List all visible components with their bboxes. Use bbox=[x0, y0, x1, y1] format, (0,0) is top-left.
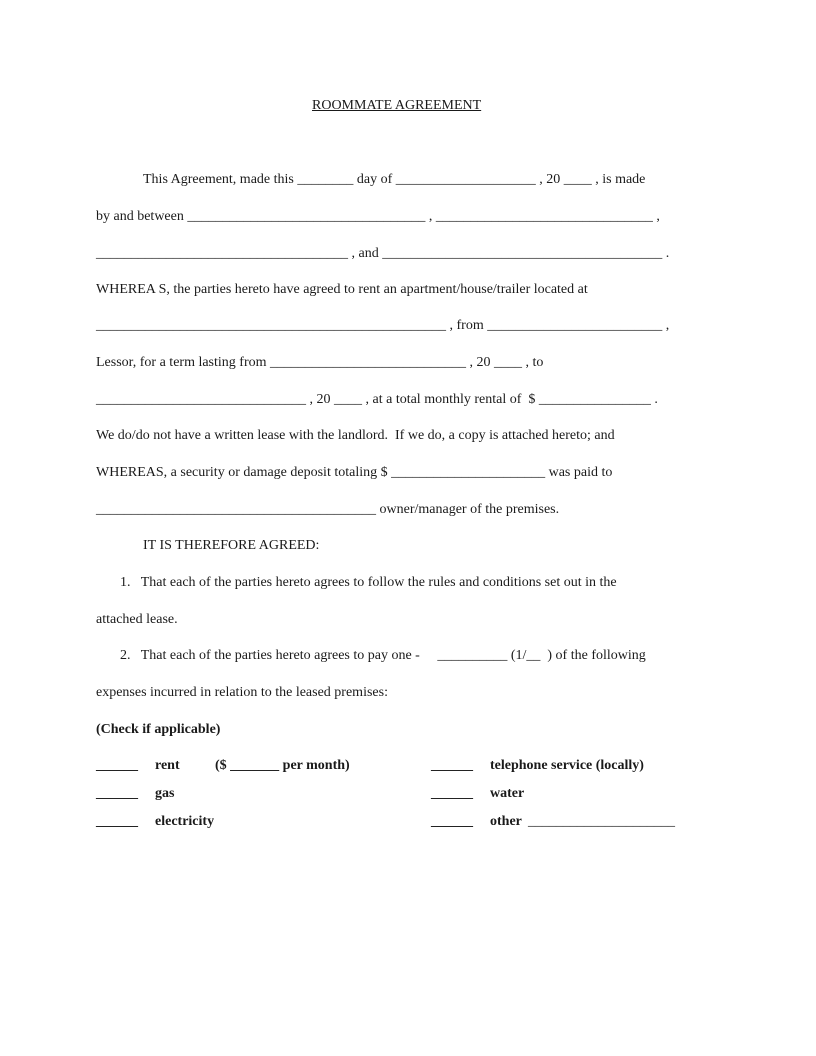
telephone-check-blank[interactable]: ______ bbox=[431, 758, 473, 773]
electricity-check-blank[interactable]: ______ bbox=[96, 814, 138, 829]
telephone-label: telephone service (locally) bbox=[490, 758, 644, 773]
lessor-term-line: Lessor, for a term lasting from ____________________________ , 20 ____ , to bbox=[96, 355, 544, 370]
clause-2-line-2: expenses incurred in relation to the leased premises: bbox=[96, 685, 388, 700]
rent-label: rent bbox=[155, 758, 180, 773]
term-rental-line: ______________________________ , 20 ____ , at a total monthly rental of $ ________________ . bbox=[96, 392, 658, 407]
water-label: water bbox=[490, 786, 525, 801]
electricity-label: electricity bbox=[155, 814, 215, 829]
owner-manager-line: ________________________________________ owner/manager of the premises. bbox=[96, 502, 560, 517]
whereas-rent-line: WHEREA S, the parties hereto have agreed to rent an apartment/house/trailer located at bbox=[96, 282, 588, 297]
deposit-line: WHEREAS, a security or damage deposit totaling $ ______________________ was paid to bbox=[96, 465, 613, 480]
other-label: other bbox=[490, 814, 522, 829]
other-check-blank[interactable]: ______ bbox=[431, 814, 473, 829]
rent-check-blank[interactable]: ______ bbox=[96, 758, 138, 773]
therefore-agreed-heading: IT IS THEREFORE AGREED: bbox=[143, 538, 320, 553]
gas-check-blank[interactable]: ______ bbox=[96, 786, 138, 801]
clause-2-line-1: 2. That each of the parties hereto agrees to pay one - __________ (1/__ ) of the following bbox=[120, 648, 646, 663]
rent-per-month-note: ($ _______ per month) bbox=[215, 758, 350, 773]
parties-line-2: ____________________________________ , and ________________________________________ . bbox=[96, 246, 670, 261]
clause-1-line-2: attached lease. bbox=[96, 612, 178, 627]
gas-label: gas bbox=[155, 786, 175, 801]
other-description-blank[interactable]: _____________________ bbox=[528, 814, 675, 829]
location-from-line: __________________________________________________ , from _________________________ , bbox=[96, 318, 670, 333]
parties-line-1: by and between __________________________________ , _______________________________ , bbox=[96, 209, 660, 224]
check-if-applicable-heading: (Check if applicable) bbox=[96, 722, 221, 737]
clause-1-line-1: 1. That each of the parties hereto agrees to follow the rules and conditions set out in the bbox=[120, 575, 617, 590]
agreement-date-line: This Agreement, made this ________ day of ____________________ , 20 ____ , is made bbox=[143, 172, 646, 187]
water-check-blank[interactable]: ______ bbox=[431, 786, 473, 801]
document-title: ROOMMATE AGREEMENT bbox=[312, 98, 482, 113]
written-lease-line: We do/do not have a written lease with the landlord. If we do, a copy is attached hereto; and bbox=[96, 428, 615, 443]
